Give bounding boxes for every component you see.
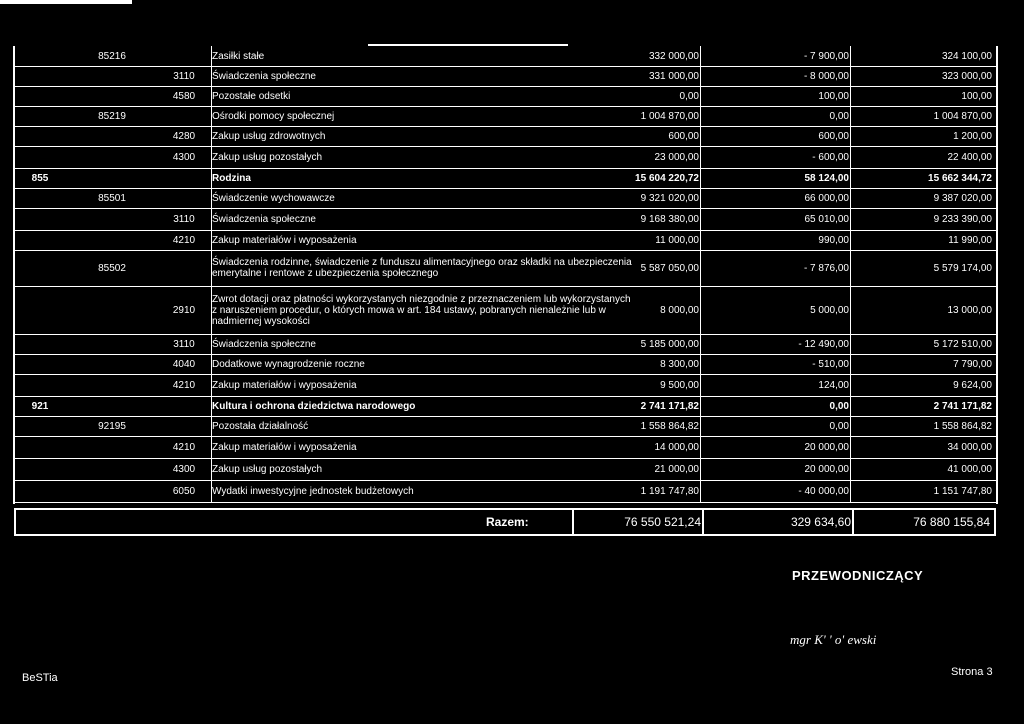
paragraf-cell xyxy=(158,46,210,66)
after-change-cell: 2 741 171,82 xyxy=(933,400,992,412)
plan-cell: 332 000,00 xyxy=(648,50,699,62)
description-cell: Świadczenia społeczne xyxy=(212,213,316,225)
table-row xyxy=(14,458,996,481)
plan-cell: 1 191 747,80 xyxy=(640,485,699,497)
description-cell: Rodzina xyxy=(212,172,251,184)
dzial-cell xyxy=(14,86,66,106)
rozdzial-cell xyxy=(66,86,158,106)
paragraf-cell: 4300 xyxy=(172,463,196,475)
table-row xyxy=(14,188,996,209)
description-cell: Kultura i ochrona dziedzictwa narodowego xyxy=(212,400,416,412)
page-number: Strona 3 xyxy=(951,666,993,678)
dzial-cell xyxy=(14,106,66,126)
rozdzial-cell xyxy=(66,208,158,230)
after-change-cell: 1 558 864,82 xyxy=(933,420,992,432)
total-plan: 76 550 521,24 xyxy=(624,515,701,529)
plan-cell: 15 604 220,72 xyxy=(635,172,699,184)
plan-cell: 21 000,00 xyxy=(654,463,699,475)
change-cell: 20 000,00 xyxy=(804,463,849,475)
change-cell: - 8 000,00 xyxy=(803,70,849,82)
paragraf-cell: 4280 xyxy=(172,130,196,142)
dzial-cell xyxy=(14,480,66,502)
table-row xyxy=(14,230,996,251)
rozdzial-cell xyxy=(66,126,158,146)
rozdzial-cell: 85502 xyxy=(98,262,126,274)
paragraf-cell: 6050 xyxy=(172,485,196,497)
change-cell: 20 000,00 xyxy=(804,441,849,453)
change-cell: 5 000,00 xyxy=(810,304,849,316)
after-change-cell: 15 662 344,72 xyxy=(928,172,992,184)
paragraf-cell xyxy=(158,416,210,436)
rozdzial-cell xyxy=(66,146,158,168)
dzial-cell xyxy=(14,188,66,208)
description-cell: Zakup materiałów i wyposażenia xyxy=(212,234,357,246)
table-row xyxy=(14,126,996,147)
after-change-cell: 13 000,00 xyxy=(947,304,992,316)
dzial-cell xyxy=(14,416,66,436)
plan-cell: 600,00 xyxy=(668,130,699,142)
plan-cell: 9 321 020,00 xyxy=(640,192,699,204)
table-row xyxy=(14,396,996,417)
after-change-cell: 34 000,00 xyxy=(947,441,992,453)
top-rule xyxy=(0,0,132,4)
plan-cell: 1 558 864,82 xyxy=(640,420,699,432)
change-cell: 100,00 xyxy=(818,90,849,102)
dzial-cell xyxy=(14,250,66,286)
change-cell: - 7 876,00 xyxy=(803,262,849,274)
change-cell: 0,00 xyxy=(829,400,849,412)
dzial-cell: 921 xyxy=(31,400,49,412)
paragraf-cell: 4040 xyxy=(172,358,196,370)
after-change-cell: 324 100,00 xyxy=(941,50,992,62)
after-change-cell: 9 624,00 xyxy=(953,379,992,391)
after-change-cell: 5 172 510,00 xyxy=(933,338,992,350)
after-change-cell: 323 000,00 xyxy=(941,70,992,82)
change-cell: - 510,00 xyxy=(812,358,849,370)
after-change-cell: 5 579 174,00 xyxy=(933,262,992,274)
dzial-cell xyxy=(14,286,66,334)
after-change-cell: 9 233 390,00 xyxy=(933,213,992,225)
rozdzial-cell xyxy=(66,334,158,354)
change-cell: - 600,00 xyxy=(812,151,849,163)
after-change-cell: 1 200,00 xyxy=(953,130,992,142)
table-border-right xyxy=(996,46,998,504)
change-cell: - 40 000,00 xyxy=(798,485,849,497)
paragraf-cell xyxy=(158,168,210,188)
after-change-cell: 9 387 020,00 xyxy=(933,192,992,204)
rozdzial-cell xyxy=(66,458,158,480)
paragraf-cell: 4210 xyxy=(172,379,196,391)
after-change-cell: 1 004 870,00 xyxy=(933,110,992,122)
paragraf-cell xyxy=(158,396,210,416)
plan-cell: 23 000,00 xyxy=(654,151,699,163)
change-cell: 0,00 xyxy=(829,110,849,122)
dzial-cell xyxy=(14,208,66,230)
table-row xyxy=(14,354,996,375)
rozdzial-cell: 85216 xyxy=(98,50,126,62)
table-row xyxy=(14,436,996,459)
description-cell: Zakup usług zdrowotnych xyxy=(212,130,326,142)
dzial-cell xyxy=(14,458,66,480)
change-cell: 65 010,00 xyxy=(804,213,849,225)
rozdzial-cell xyxy=(66,66,158,86)
plan-cell: 8 300,00 xyxy=(660,358,699,370)
plan-cell: 14 000,00 xyxy=(654,441,699,453)
description-cell: Zakup materiałów i wyposażenia xyxy=(212,379,357,391)
paragraf-cell: 3110 xyxy=(173,338,195,350)
rozdzial-cell: 85501 xyxy=(98,192,126,204)
description-cell: Dodatkowe wynagrodzenie roczne xyxy=(212,358,365,370)
change-cell: 990,00 xyxy=(818,234,849,246)
after-change-cell: 41 000,00 xyxy=(947,463,992,475)
rozdzial-cell xyxy=(66,354,158,374)
rozdzial-cell: 92195 xyxy=(98,420,126,432)
description-cell: Zwrot dotacji oraz płatności wykorzystanych niezgodnie z przeznaczeniem lub wykorzystanych z naruszeniem procedur, o których mowa w art. 184 ustawy, pobranych nienależnie lub w nadmiernej wysokości xyxy=(212,293,631,327)
plan-cell: 5 587 050,00 xyxy=(640,262,699,274)
description-cell: Pozostałe odsetki xyxy=(212,90,291,102)
total-label: Razem: xyxy=(486,515,529,529)
after-change-cell: 22 400,00 xyxy=(947,151,992,163)
dzial-cell xyxy=(14,374,66,396)
rozdzial-cell xyxy=(66,286,158,334)
dzial-cell xyxy=(14,126,66,146)
change-cell: 66 000,00 xyxy=(804,192,849,204)
rozdzial-cell xyxy=(66,480,158,502)
dzial-cell: 855 xyxy=(31,172,49,184)
description-cell: Świadczenie wychowawcze xyxy=(212,192,335,204)
dzial-cell xyxy=(14,334,66,354)
table-row xyxy=(14,416,996,437)
rozdzial-cell xyxy=(66,168,158,188)
paragraf-cell: 3110 xyxy=(173,70,195,82)
description-cell: Zakup usług pozostałych xyxy=(212,151,323,163)
table-row xyxy=(14,286,996,335)
after-change-cell: 100,00 xyxy=(961,90,992,102)
table-row xyxy=(14,374,996,397)
total-change: 329 634,60 xyxy=(790,515,851,529)
paragraf-cell: 4300 xyxy=(172,151,196,163)
plan-cell: 9 500,00 xyxy=(660,379,699,391)
table-row xyxy=(14,250,996,287)
after-change-cell: 11 990,00 xyxy=(948,234,992,246)
table-row xyxy=(14,334,996,355)
after-change-cell: 1 151 747,80 xyxy=(933,485,992,497)
rozdzial-cell xyxy=(66,436,158,458)
paragraf-cell: 4580 xyxy=(172,90,196,102)
paragraf-cell xyxy=(158,188,210,208)
change-cell: 0,00 xyxy=(829,420,849,432)
table-row xyxy=(14,480,996,503)
table-row xyxy=(14,66,996,87)
paragraf-cell xyxy=(158,250,210,286)
dzial-cell xyxy=(14,230,66,250)
description-cell: Zakup materiałów i wyposażenia xyxy=(212,441,357,453)
plan-cell: 2 741 171,82 xyxy=(640,400,699,412)
plan-cell: 331 000,00 xyxy=(648,70,699,82)
paragraf-cell: 4210 xyxy=(172,234,196,246)
plan-cell: 5 185 000,00 xyxy=(640,338,699,350)
dzial-cell xyxy=(14,354,66,374)
total-row xyxy=(14,508,996,536)
change-cell: - 7 900,00 xyxy=(803,50,849,62)
after-change-cell: 7 790,00 xyxy=(953,358,992,370)
dzial-cell xyxy=(14,146,66,168)
rozdzial-cell xyxy=(66,396,158,416)
plan-cell: 9 168 380,00 xyxy=(640,213,699,225)
footer-software: BeSTia xyxy=(22,672,58,684)
description-cell: Pozostała działalność xyxy=(212,420,309,432)
dzial-cell xyxy=(14,46,66,66)
description-cell: Świadczenia rodzinne, świadczenie z funduszu alimentacyjnego oraz składki na ubezpieczenia emerytalne i rentowe z ubezpieczenia społecznego xyxy=(212,257,632,279)
description-cell: Zakup usług pozostałych xyxy=(212,463,323,475)
table-row xyxy=(14,146,996,169)
plan-cell: 8 000,00 xyxy=(660,304,699,316)
description-cell: Zasiłki stałe xyxy=(212,50,265,62)
plan-cell: 1 004 870,00 xyxy=(640,110,699,122)
paragraf-cell: 4210 xyxy=(172,441,196,453)
rozdzial-cell: 85219 xyxy=(98,110,126,122)
plan-cell: 0,00 xyxy=(679,90,699,102)
table-row xyxy=(14,208,996,231)
paragraf-cell: 2910 xyxy=(172,304,196,316)
table-row xyxy=(14,168,996,189)
change-cell: 600,00 xyxy=(818,130,849,142)
rozdzial-cell xyxy=(66,374,158,396)
dzial-cell xyxy=(14,66,66,86)
description-cell: Świadczenia społeczne xyxy=(212,70,316,82)
description-cell: Wydatki inwestycyjne jednostek budżetowych xyxy=(212,485,414,497)
change-cell: - 12 490,00 xyxy=(798,338,849,350)
table-row xyxy=(14,46,996,67)
table-row xyxy=(14,106,996,127)
rozdzial-cell xyxy=(66,230,158,250)
chairman-title: PRZEWODNICZĄCY xyxy=(792,568,924,583)
paragraf-cell xyxy=(158,106,210,126)
total-after: 76 880 155,84 xyxy=(913,515,990,529)
change-cell: 58 124,00 xyxy=(804,172,849,184)
description-cell: Ośrodki pomocy społecznej xyxy=(212,110,335,122)
plan-cell: 11 000,00 xyxy=(655,234,699,246)
change-cell: 124,00 xyxy=(818,379,849,391)
table-row xyxy=(14,86,996,107)
paragraf-cell: 3110 xyxy=(173,213,195,225)
description-cell: Świadczenia społeczne xyxy=(212,338,316,350)
dzial-cell xyxy=(14,436,66,458)
signature: mgr K' ' o' ewski xyxy=(790,632,877,647)
